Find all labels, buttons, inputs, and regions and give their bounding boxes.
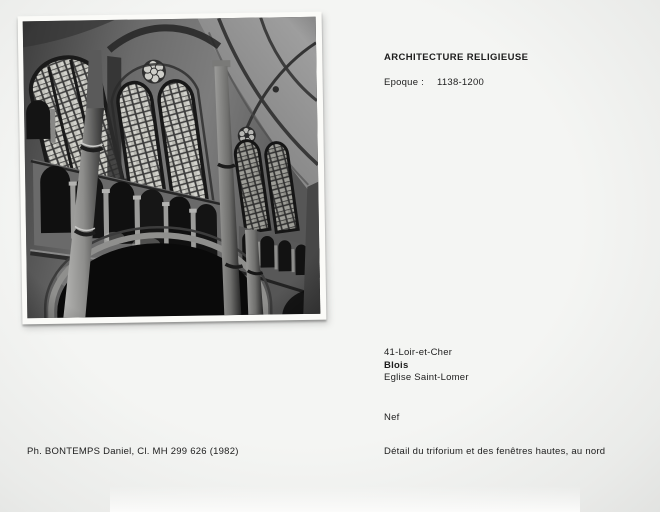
epoch-label: Epoque : bbox=[384, 77, 425, 88]
department-label: 41-Loir-et-Cher bbox=[384, 347, 453, 358]
building-label: Eglise Saint-Lomer bbox=[384, 372, 469, 383]
nave-label: Nef bbox=[384, 412, 400, 423]
city-label: Blois bbox=[384, 359, 409, 371]
classification-title: ARCHITECTURE RELIGIEUSE bbox=[384, 52, 529, 63]
photo-caption: Détail du triforium et des fenêtres hautes, au nord bbox=[384, 446, 606, 457]
epoch-value: 1138-1200 bbox=[437, 77, 485, 88]
photograph bbox=[18, 12, 327, 325]
scan-edge-highlight bbox=[110, 486, 580, 512]
location-block bbox=[384, 347, 469, 385]
photographer-credit: Ph. BONTEMPS Daniel, Cl. MH 299 626 (1982) bbox=[27, 446, 239, 457]
photograph-image bbox=[23, 17, 321, 319]
epoch-line bbox=[384, 77, 484, 90]
